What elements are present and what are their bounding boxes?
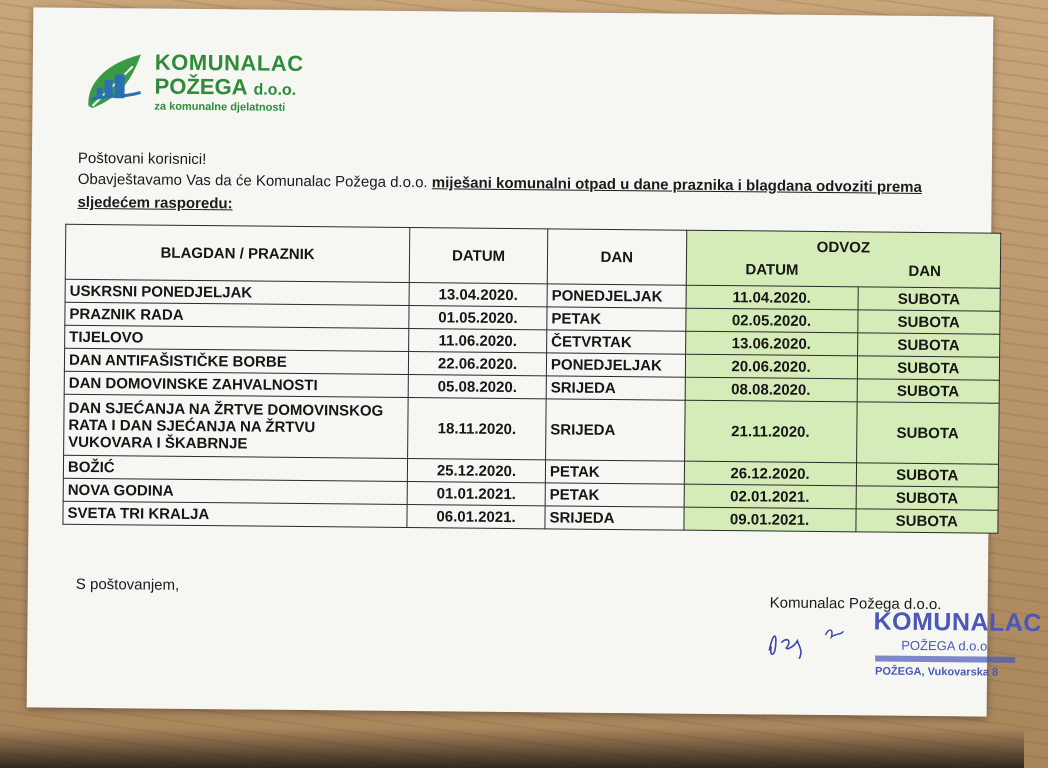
row-name: SVETA TRI KRALJA — [63, 501, 407, 527]
row-odvoz-day: SUBOTA — [855, 509, 998, 533]
row-odvoz-day: SUBOTA — [858, 287, 1001, 311]
row-odvoz-date: 02.01.2021. — [684, 484, 856, 509]
header-odvoz — [686, 230, 1001, 288]
row-date: 25.12.2020. — [407, 459, 545, 483]
row-date: 22.06.2020. — [409, 352, 547, 376]
row-odvoz-date: 20.06.2020. — [685, 354, 857, 379]
header-odvoz-sub — [690, 261, 996, 281]
logo-name: KOMUNALAC — [154, 49, 304, 77]
row-odvoz-day: SUBOTA — [857, 356, 1000, 380]
row-date: 11.06.2020. — [409, 329, 547, 353]
row-date: 13.04.2020. — [409, 283, 547, 307]
row-odvoz-day: SUBOTA — [856, 463, 999, 487]
row-name: DAN ANTIFAŠISTIČKE BORBE — [64, 348, 408, 374]
row-date: 18.11.2020. — [408, 398, 546, 460]
row-odvoz-date: 02.05.2020. — [685, 308, 857, 333]
company-logo — [82, 46, 323, 118]
logo-city: POŽEGA — [154, 73, 248, 100]
logo-leaf-icon — [82, 46, 149, 117]
stamp-line3: POŽEGA, Vukovarska 8 — [874, 665, 999, 679]
row-name: USKRSNI PONEDJELJAK — [65, 279, 409, 305]
header-odvoz-day: DAN — [908, 262, 941, 281]
row-date: 01.01.2021. — [407, 482, 545, 506]
row-odvoz-day: SUBOTA — [857, 379, 1000, 403]
row-day: ČETVRTAK — [547, 330, 686, 354]
header-odvoz-date: DATUM — [745, 261, 799, 279]
stamp-bar — [875, 656, 1015, 663]
row-day: SRIJEDA — [545, 506, 684, 530]
intro-paragraph — [77, 168, 977, 223]
table-body — [63, 279, 1000, 533]
row-name: DAN SJEĆANJA NA ŽRTVE DOMOVINSKOG RATA I DAN SJEĆANJA NA ŽRTVU VUKOVARA I ŠKABRNJE — [64, 394, 409, 458]
row-name: TIJELOVO — [65, 325, 409, 351]
row-odvoz-date: 11.04.2020. — [686, 285, 858, 310]
company-signoff: Komunalac Požega d.o.o. — [769, 594, 942, 614]
document-page — [27, 7, 1043, 716]
row-odvoz-day: SUBOTA — [857, 310, 1000, 334]
row-odvoz-day: SUBOTA — [856, 402, 999, 464]
row-odvoz-date: 09.01.2021. — [683, 507, 855, 532]
stamp-line1: KOMUNALAC — [873, 607, 1043, 638]
closing-line: S poštovanjem, — [75, 575, 180, 594]
row-odvoz-day: SUBOTA — [856, 486, 999, 510]
row-day: SRIJEDA — [546, 399, 685, 461]
row-date: 05.08.2020. — [408, 375, 546, 399]
row-odvoz-date: 13.06.2020. — [685, 331, 857, 356]
row-name: DAN DOMOVINSKE ZAHVALNOSTI — [64, 371, 408, 397]
header-name: BLAGDAN / PRAZNIK — [65, 224, 410, 282]
intro-plain: Obavještavamo Vas da će Komunalac Požega d.o.o. — [77, 170, 432, 192]
row-date: 06.01.2021. — [407, 505, 545, 529]
row-odvoz-date: 08.08.2020. — [685, 377, 857, 402]
table-row — [64, 394, 1000, 464]
schedule-table — [62, 224, 1001, 534]
row-day: PETAK — [545, 460, 684, 484]
row-odvoz-date: 21.11.2020. — [684, 400, 857, 463]
row-day: PONEDJELJAK — [547, 284, 686, 308]
header-day: DAN — [547, 229, 686, 285]
row-day: SRIJEDA — [546, 376, 685, 400]
header-odvoz-title: ODVOZ — [816, 238, 871, 257]
row-day: PETAK — [547, 307, 686, 331]
logo-name-city — [154, 75, 296, 103]
logo-suffix: d.o.o. — [253, 81, 297, 99]
intro-bold-1: miješani komunalni otpad u dane praznika i blagdana odvoziti prema — [431, 174, 922, 196]
row-day: PETAK — [545, 483, 684, 507]
row-name: PRAZNIK RADA — [65, 302, 409, 328]
table-header-row — [65, 224, 1000, 288]
stamp-line2: POŽEGA d.o.o. — [901, 637, 991, 654]
row-name: BOŽIĆ — [63, 455, 407, 481]
row-name: NOVA GODINA — [63, 478, 407, 504]
greeting: Poštovani korisnici! — [77, 149, 207, 169]
row-date: 01.05.2020. — [409, 306, 547, 330]
handwritten-signature-icon — [763, 620, 873, 661]
row-day: PONEDJELJAK — [546, 353, 685, 377]
intro-bold-2: sljedećem rasporedu: — [77, 193, 233, 213]
header-date: DATUM — [409, 228, 547, 284]
logo-tagline: za komunalne djelatnosti — [154, 100, 286, 114]
row-odvoz-date: 26.12.2020. — [684, 461, 856, 486]
row-odvoz-day: SUBOTA — [857, 333, 1000, 357]
table-shadow — [0, 728, 1024, 768]
company-stamp — [873, 607, 1043, 689]
